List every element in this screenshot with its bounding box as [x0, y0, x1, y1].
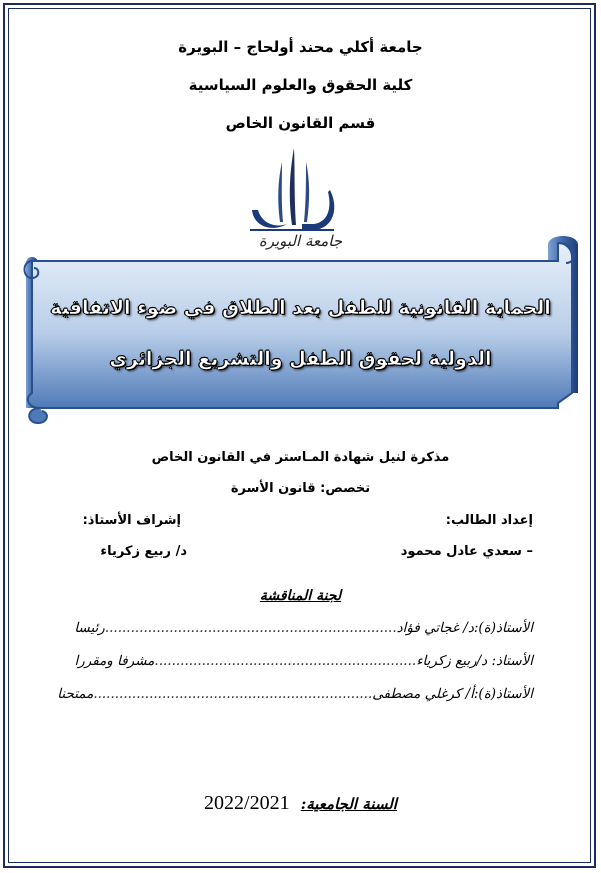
prepared-by-label: إعداد الطالب: [445, 513, 533, 528]
memo-purpose: مذكرة لنيل شهادة المـاستر في القانون الخاص [151, 450, 450, 465]
thesis-title-line-1: الحماية القانونية للطفل بعد الطلاق في ضوء الاتفاقية [50, 297, 551, 319]
memo-specialty: تخصص: قانون الأسرة [230, 481, 371, 496]
dot-leader: .................................................................... [104, 620, 397, 636]
committee-member-role: رئيسا [74, 620, 105, 636]
committee-member-role: مشرفا ومقررا [74, 653, 155, 669]
student-name: – سعدي عادل محمود [400, 544, 533, 559]
committee-title: لجنة المناقشة [259, 588, 342, 604]
academic-year [0, 792, 601, 815]
university-name: جامعة أكلي محند أولحاج – البويرة [178, 38, 423, 56]
academic-year-label: السنة الجامعية: [300, 795, 397, 813]
committee-member-label: الأستاذ(ة):أ/ كرغلي مصطفى [372, 686, 533, 702]
department-name: قسم القانون الخاص [225, 114, 376, 132]
supervisor-label: إشراف الأستاذ: [82, 513, 181, 528]
logo-caption: جامعة البويرة [258, 232, 343, 250]
title-scroll-banner [18, 233, 583, 428]
committee-member-label: الأستاذ: د/ربيع زكرياء [416, 653, 533, 669]
thesis-title-line-2: الدولية لحقوق الطفل والتشريع الجزائري [109, 348, 492, 370]
committee-member-row [57, 686, 533, 702]
committee-member-label: الأستاذ(ة):د/ غجاتي فؤاد [396, 620, 533, 636]
dot-leader: ................................................................. [93, 686, 373, 702]
dot-leader: ............................................................. [154, 653, 417, 669]
page-border-inner [8, 8, 591, 863]
academic-year-value: 2022/2021 [204, 792, 290, 814]
supervisor-name: د/ ربيع زكرياء [100, 544, 187, 559]
committee-member-row [65, 653, 533, 669]
faculty-name: كلية الحقوق والعلوم السياسية [188, 76, 413, 94]
committee-member-role: ممتحنا [57, 686, 94, 702]
committee-member-row [65, 620, 533, 636]
